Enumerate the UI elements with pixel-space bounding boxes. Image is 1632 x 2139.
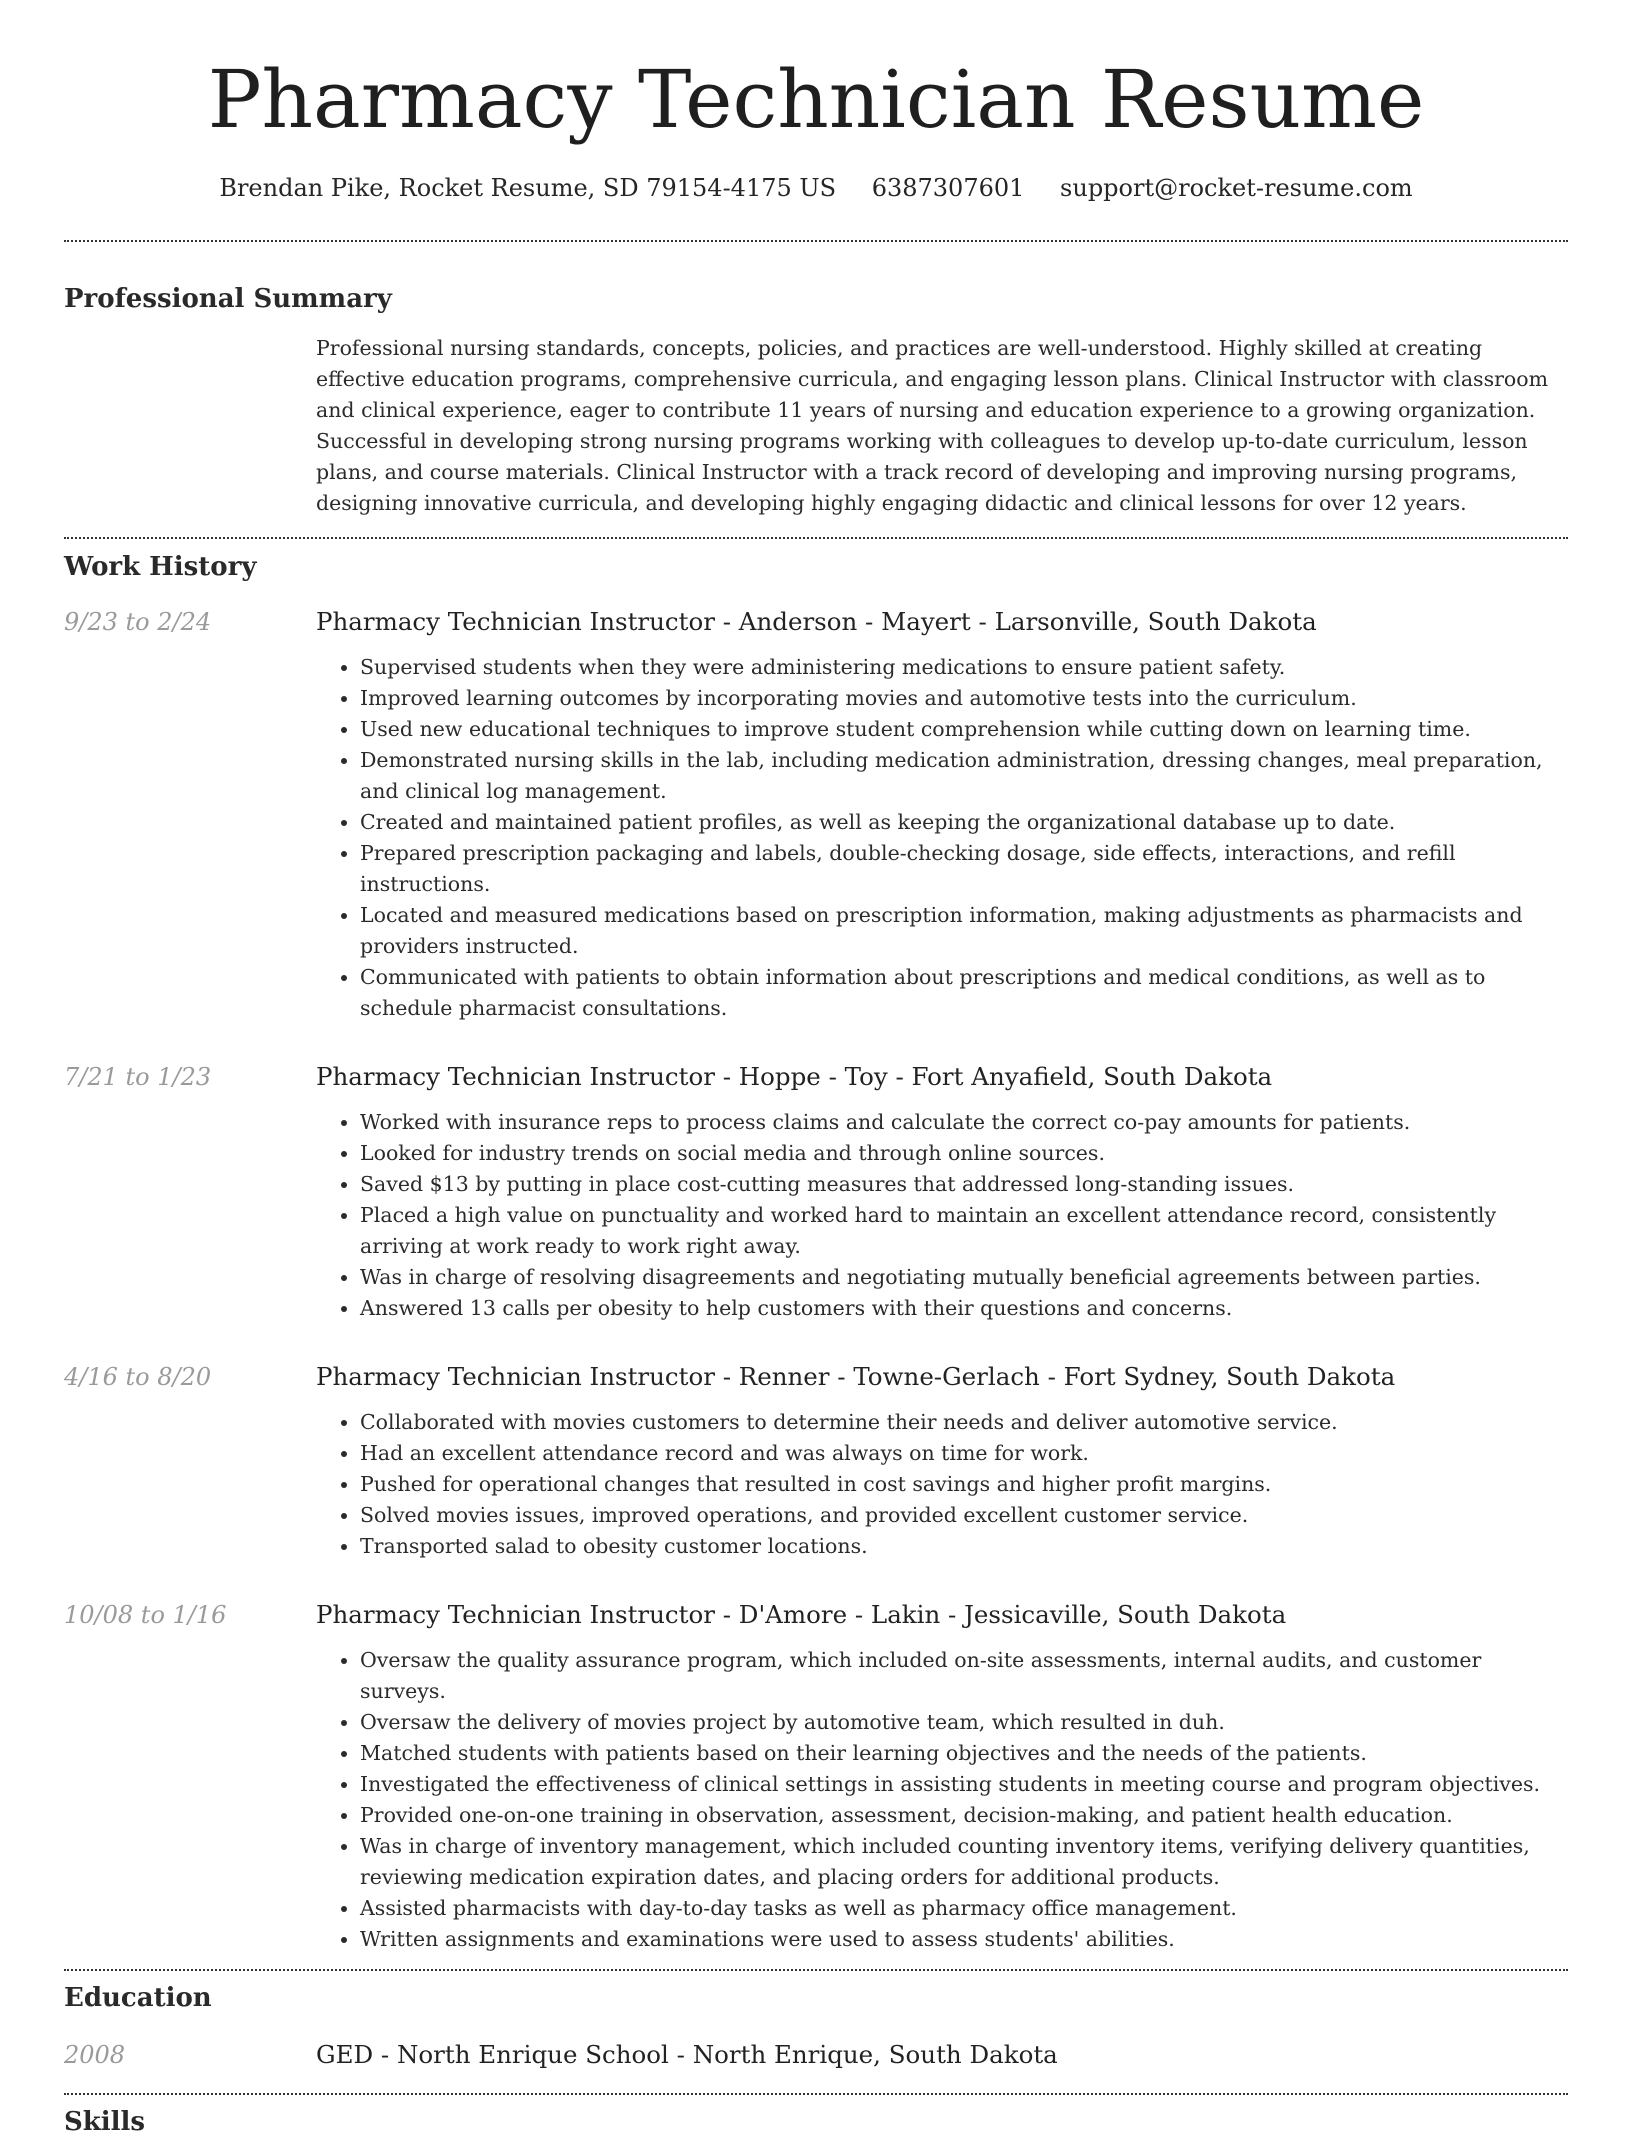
job-entry [64,1361,1568,1562]
job-bullet: • Located and measured medications based on prescription information, making adjustments as pharmacists and providers instructed. [360,900,1568,962]
job-dates: 10/08 to 1/16 [64,1601,227,1629]
job-bullet: • Matched students with patients based on their learning objectives and the needs of the patients. [360,1738,1568,1769]
job-bullet: • Supervised students when they were administering medications to ensure patient safety. [360,652,1568,683]
job-title: Pharmacy Technician Instructor - Anderson - Mayert - Larsonville, South Dakota [316,607,1317,636]
job-bullet: • Communicated with patients to obtain information about prescriptions and medical conditions, as well as to schedule pharmacist consultations. [360,962,1568,1024]
job-bullet: • Worked with insurance reps to process claims and calculate the correct co-pay amounts for patients. [360,1107,1568,1138]
job-bullet: • Pushed for operational changes that resulted in cost savings and higher profit margins. [360,1469,1568,1500]
job-bullet: • Oversaw the delivery of movies project by automotive team, which resulted in duh. [360,1707,1568,1738]
job-dates: 7/21 to 1/23 [64,1063,212,1091]
job-title: Pharmacy Technician Instructor - Renner - Towne-Gerlach - Fort Sydney, South Dakota [316,1362,1396,1391]
job-bullets [316,652,1568,1024]
job-bullet: • Saved $13 by putting in place cost-cutting measures that addressed long-standing issues. [360,1169,1568,1200]
work-history-heading: Work History [64,552,257,582]
contact-line [64,172,1568,204]
job-bullet: • Created and maintained patient profiles, as well as keeping the organizational database up to date. [360,807,1568,838]
job-bullet: • Used new educational techniques to improve student comprehension while cutting down on learning time. [360,714,1568,745]
job-body [316,1061,1568,1324]
job-bullet: • Written assignments and examinations were used to assess students' abilities. [360,1924,1568,1955]
summary-heading: Professional Summary [64,284,392,314]
contact-phone: 6387307601 [871,174,1025,202]
section-divider [64,240,1568,242]
contact-email: support@rocket-resume.com [1060,174,1413,202]
section-divider [64,537,1568,539]
job-bullet: • Looked for industry trends on social media and through online sources. [360,1138,1568,1169]
job-entry [64,1061,1568,1324]
job-bullet: • Transported salad to obesity customer locations. [360,1531,1568,1562]
education-entry [64,2039,1568,2071]
job-bullet: • Answered 13 calls per obesity to help customers with their questions and concerns. [360,1293,1568,1324]
job-bullet: • Assisted pharmacists with day-to-day tasks as well as pharmacy office management. [360,1893,1568,1924]
job-bullet: • Had an excellent attendance record and was always on time for work. [360,1438,1568,1469]
section-divider [64,1969,1568,1971]
job-bullets [316,1645,1568,1955]
education-degree: GED - North Enrique School - North Enrique, South Dakota [316,2040,1058,2069]
job-bullet: • Improved learning outcomes by incorporating movies and automotive tests into the curriculum. [360,683,1568,714]
job-bullet: • Was in charge of resolving disagreements and negotiating mutually beneficial agreements between parties. [360,1262,1568,1293]
page-title: Pharmacy Technician Resume [207,53,1425,146]
education-year: 2008 [64,2041,126,2069]
job-entry [64,606,1568,1024]
job-bullet: • Was in charge of inventory management, which included counting inventory items, verifying delivery quantities, reviewing medication expiration dates, and placing orders for additional products. [360,1831,1568,1893]
job-bullet: • Oversaw the quality assurance program, which included on-site assessments, internal audits, and customer surveys. [360,1645,1568,1707]
job-dates: 9/23 to 2/24 [64,608,212,636]
job-title: Pharmacy Technician Instructor - Hoppe - Toy - Fort Anyafield, South Dakota [316,1062,1273,1091]
section-divider [64,2093,1568,2095]
job-bullet: • Placed a high value on punctuality and worked hard to maintain an excellent attendance record, consistently arriving at work ready to work right away. [360,1200,1568,1262]
job-bullet: • Provided one-on-one training in observation, assessment, decision-making, and patient health education. [360,1800,1568,1831]
job-bullet: • Prepared prescription packaging and labels, double-checking dosage, side effects, interactions, and refill instructions. [360,838,1568,900]
job-bullets [316,1107,1568,1324]
job-bullets [316,1407,1568,1562]
education-heading: Education [64,1983,212,2013]
job-body [316,1599,1568,1969]
job-bullet: • Investigated the effectiveness of clinical settings in assisting students in meeting course and program objectives. [360,1769,1568,1800]
job-entry [64,1599,1568,1969]
job-dates: 4/16 to 8/20 [64,1363,212,1391]
job-bullet: • Demonstrated nursing skills in the lab, including medication administration, dressing changes, meal preparation, and clinical log management. [360,745,1568,807]
job-title: Pharmacy Technician Instructor - D'Amore - Lakin - Jessicaville, South Dakota [316,1600,1287,1629]
job-bullet: • Collaborated with movies customers to determine their needs and deliver automotive service. [360,1407,1568,1438]
job-body [316,1361,1568,1562]
skills-heading: Skills [64,2107,146,2137]
job-body [316,606,1568,1024]
job-bullet: • Solved movies issues, improved operations, and provided excellent customer service. [360,1500,1568,1531]
summary-text: Professional nursing standards, concepts, policies, and practices are well-understood. Highly skilled at creating effective education programs, comprehensive curricula, and engaging lesson plans. Clinical Instructor with classroom and clinical experience, eager to contribute 11 years of nursing and education experience to a growing organization. Successful in developing strong nursing programs working with colleagues to develop up-to-date curriculum, lesson plans, and course materials. Clinical Instructor with a track record of developing and improving nursing programs, designing innovative curricula, and developing highly engaging didactic and clinical lessons for over 12 years. [316,336,1549,515]
contact-address: Brendan Pike, Rocket Resume, SD 79154-4175 US [219,174,837,202]
